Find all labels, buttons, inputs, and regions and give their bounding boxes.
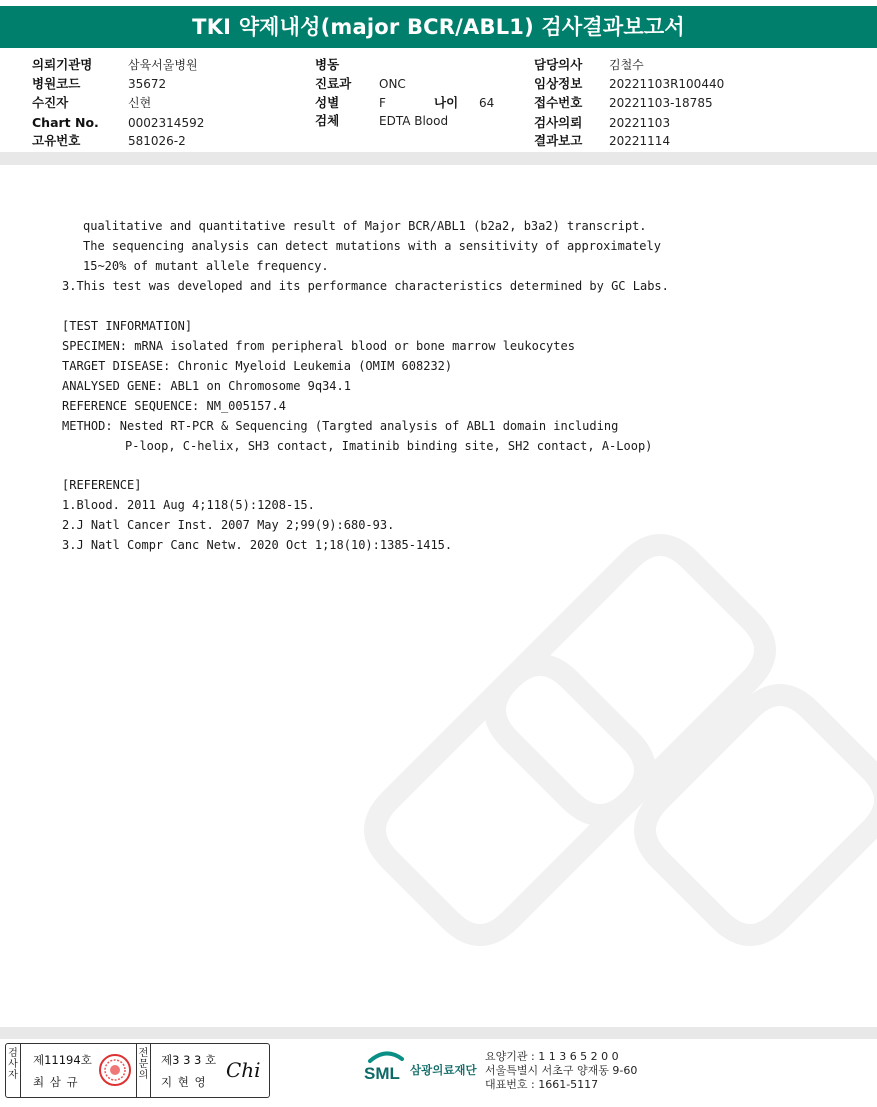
info-label: 수진자 xyxy=(32,95,69,110)
body-line: SPECIMEN: mRNA isolated from peripheral blood or bone marrow leukocytes xyxy=(62,339,575,353)
info-value: 김철수 xyxy=(609,58,644,72)
info-value: F xyxy=(379,96,386,110)
section-heading-reference: [REFERENCE] xyxy=(62,478,142,492)
info-value: 20221103R100440 xyxy=(609,77,725,91)
info-label: 병동 xyxy=(315,57,340,72)
org-name: 삼광의료재단 xyxy=(410,1063,477,1077)
info-label: 의뢰기관명 xyxy=(32,57,93,72)
age-value: 64 xyxy=(479,96,495,110)
contact-line: 서울특별시 서초구 양재동 9-60 xyxy=(485,1064,638,1077)
reference-item: 1.Blood. 2011 Aug 4;118(5):1208-15. xyxy=(62,498,315,512)
info-label: Chart No. xyxy=(32,115,99,130)
body-line: METHOD: Nested RT-PCR & Sequencing (Targted analysis of ABL1 domain including xyxy=(62,419,619,433)
body-line: REFERENCE SEQUENCE: NM_005157.4 xyxy=(62,399,286,413)
info-value: 35672 xyxy=(128,77,167,91)
info-value: 581026-2 xyxy=(128,134,186,148)
body-line: ANALYSED GENE: ABL1 on Chromosome 9q34.1 xyxy=(62,379,351,393)
header-divider xyxy=(0,152,877,165)
body-line: P-loop, C-helix, SH3 contact, Imatinib binding site, SH2 contact, A-Loop) xyxy=(125,439,653,453)
info-label: 접수번호 xyxy=(534,95,583,110)
info-value: ONC xyxy=(379,77,406,91)
info-label: 진료과 xyxy=(315,76,352,91)
info-label: 결과보고 xyxy=(534,133,583,148)
specialist-label-text: 전문의 xyxy=(138,1048,149,1081)
signature-box xyxy=(5,1043,270,1098)
patient-info-header xyxy=(0,52,877,152)
reference-item: 2.J Natl Cancer Inst. 2007 May 2;99(9):680-93. xyxy=(62,518,395,532)
body-line: 15~20% of mutant allele frequency. xyxy=(83,259,329,273)
signature: Chi xyxy=(226,1058,261,1082)
seal-stamp-icon xyxy=(98,1053,132,1087)
info-value: 0002314592 xyxy=(128,116,205,130)
inspector-license-no: 제11194호 xyxy=(33,1053,92,1067)
age-label: 나이 xyxy=(434,95,459,110)
footer-divider xyxy=(0,1027,877,1039)
body-line: 3.This test was developed and its performance characteristics determined by GC Labs. xyxy=(62,279,669,293)
body-line: qualitative and quantitative result of Major BCR/ABL1 (b2a2, b3a2) transcript. xyxy=(83,219,647,233)
inspector-label-text: 검사자 xyxy=(8,1048,18,1081)
info-value: 신현 xyxy=(128,96,152,110)
contact-info xyxy=(485,1050,637,1092)
section-heading-test-info: [TEST INFORMATION] xyxy=(62,319,193,333)
sml-logo-icon xyxy=(364,1049,408,1085)
specialist-license-no: 제3 3 3 호 xyxy=(161,1053,217,1067)
contact-line: 대표번호 : 1661-5117 xyxy=(485,1078,599,1091)
info-label: 성별 xyxy=(315,95,340,110)
info-value: EDTA Blood xyxy=(379,114,449,128)
info-value: 20221103 xyxy=(609,116,671,130)
info-label: 검체 xyxy=(315,113,340,128)
reference-item: 3.J Natl Compr Canc Netw. 2020 Oct 1;18(10):1385-1415. xyxy=(62,538,453,552)
info-value: 20221103-18785 xyxy=(609,96,713,110)
info-label: 검사의뢰 xyxy=(534,115,583,130)
report-title: TKI 약제내성(major BCR/ABL1) 검사결과보고서 xyxy=(0,6,877,48)
info-label: 고유번호 xyxy=(32,133,81,148)
inspector-label xyxy=(6,1044,21,1097)
sml-logo-text: SML xyxy=(364,1064,400,1083)
body-line: The sequencing analysis can detect mutations with a sensitivity of approximately xyxy=(83,239,661,253)
body-line: TARGET DISEASE: Chronic Myeloid Leukemia (OMIM 608232) xyxy=(62,359,453,373)
inspector-name: 최 삼 규 xyxy=(33,1075,79,1089)
info-label: 임상정보 xyxy=(534,76,583,91)
info-value: 삼육서울병원 xyxy=(128,58,198,72)
info-label: 병원코드 xyxy=(32,76,81,91)
specialist-label xyxy=(136,1044,151,1097)
info-label: 담당의사 xyxy=(534,57,583,72)
contact-line: 요양기관 : 1 1 3 6 5 2 0 0 xyxy=(485,1050,619,1063)
info-value: 20221114 xyxy=(609,134,671,148)
specialist-name: 지 현 영 xyxy=(161,1075,207,1089)
